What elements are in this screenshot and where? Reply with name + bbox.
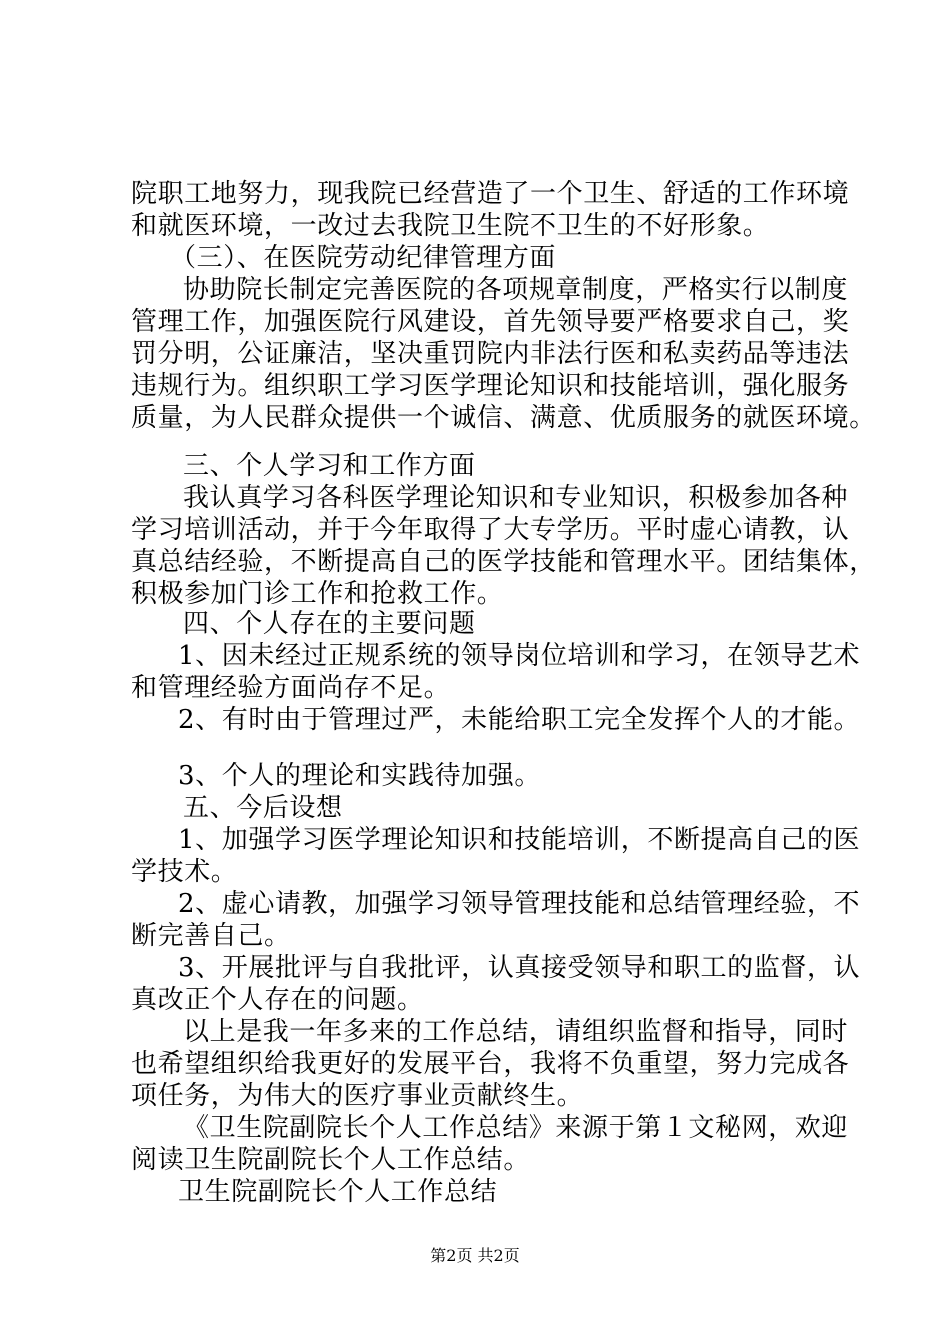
text-line: 学习培训活动，并于今年取得了大专学历。平时虚心请教，认 bbox=[131, 515, 850, 545]
text-line: 和管理经验方面尚存不足。 bbox=[131, 673, 451, 703]
text-line: 院职工地努力，现我院已经营造了一个卫生、舒适的工作环境 bbox=[131, 179, 850, 209]
text-line: 2、虚心请教，加强学习领导管理技能和总结管理经验，不 bbox=[178, 889, 861, 919]
text-line: 我认真学习各科医学理论知识和专业知识，积极参加各种 bbox=[183, 483, 849, 513]
section-heading: 四、个人存在的主要问题 bbox=[183, 609, 476, 639]
text-line: 学技术。 bbox=[131, 857, 238, 887]
text-line: 1、因未经过正规系统的领导岗位培训和学习，在领导艺术 bbox=[178, 641, 861, 671]
text-line: 管理工作，加强医院行风建设，首先领导要严格要求自己，奖 bbox=[131, 307, 850, 337]
text-line: 3、开展批评与自我批评，认真接受领导和职工的监督，认 bbox=[178, 953, 861, 983]
text-line: 3、个人的理论和实践待加强。 bbox=[178, 761, 541, 791]
text-line: 阅读卫生院副院长个人工作总结。 bbox=[131, 1145, 531, 1175]
text-line: 罚分明，公证廉洁，坚决重罚院内非法行医和私卖药品等违法 bbox=[131, 339, 850, 369]
text-line: 断完善自己。 bbox=[131, 921, 291, 951]
section-heading: 五、今后设想 bbox=[183, 793, 343, 823]
section-heading: （三）、在医院劳动纪律管理方面 bbox=[170, 243, 557, 273]
text-line: 协助院长制定完善医院的各项规章制度，严格实行以制度 bbox=[183, 275, 849, 305]
text-line: 和就医环境，一改过去我院卫生院不卫生的不好形象。 bbox=[131, 211, 770, 241]
text-line: 质量，为人民群众提供一个诚信、满意、优质服务的就医环境。 bbox=[131, 403, 876, 433]
text-line: 项任务，为伟大的医疗事业贡献终生。 bbox=[131, 1081, 584, 1111]
text-line: 以上是我一年多来的工作总结，请组织监督和指导，同时 bbox=[183, 1017, 849, 1047]
page-footer: 第2页 共2页 bbox=[430, 1246, 520, 1265]
text-line: 也希望组织给我更好的发展平台，我将不负重望，努力完成各 bbox=[131, 1049, 850, 1079]
text-line: 《卫生院副院长个人工作总结》来源于第１文秘网，欢迎 bbox=[183, 1113, 849, 1143]
section-heading: 三、个人学习和工作方面 bbox=[183, 451, 476, 481]
text-line: 1、加强学习医学理论知识和技能培训，不断提高自己的医 bbox=[178, 825, 861, 855]
text-line: 2、有时由于管理过严，未能给职工完全发挥个人的才能。 bbox=[178, 705, 861, 735]
text-line: 卫生院副院长个人工作总结 bbox=[178, 1177, 498, 1207]
text-line: 积极参加门诊工作和抢救工作。 bbox=[131, 579, 504, 609]
text-line: 违规行为。组织职工学习医学理论知识和技能培训，强化服务 bbox=[131, 371, 850, 401]
text-line: 真总结经验，不断提高自己的医学技能和管理水平。团结集体， bbox=[131, 547, 876, 577]
text-line: 真改正个人存在的问题。 bbox=[131, 985, 424, 1015]
